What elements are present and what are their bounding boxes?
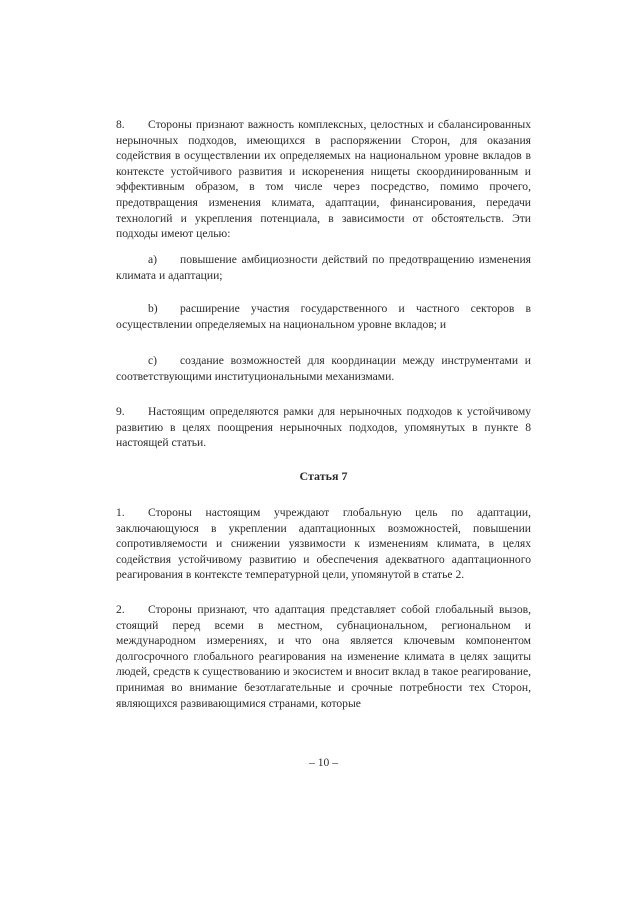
paragraph-number: 1.	[116, 506, 125, 519]
subparagraph-text: создание возможностей для координации между инструментами и соответствующими институциональными механизмами.	[116, 354, 531, 383]
subparagraph-letter: a)	[148, 253, 158, 266]
paragraph-number: 9.	[116, 405, 125, 418]
paragraph-text: Стороны признают важность комплексных, целостных и сбалансированных нерыночных подходов, имеющихся в распоряжении Сторон, для оказания содействия в осуществлении их определяемых на национальном уровне вкладов в контексте устойчивого развития и искоренения нищеты скоординированным и эффективным образом, в том числе через посредство, помимо прочего, предотвращения изменения климата, адаптации, финансирования, передачи технологий и укрепления потенциала, в зависимости от обстоятельств. Эти подходы имеют целью:	[116, 118, 531, 241]
subparagraph-8c	[116, 353, 531, 384]
article-heading: Статья 7	[299, 469, 348, 483]
paragraph-9	[116, 404, 531, 451]
subparagraph-text: повышение амбициозности действий по предотвращению изменения климата и адаптации;	[116, 253, 531, 282]
subparagraph-text: расширение участия государственного и частного секторов в осуществлении определяемых на национальном уровне вкладов; и	[116, 302, 531, 331]
subparagraph-8b	[116, 301, 531, 332]
subparagraph-letter: c)	[148, 354, 158, 367]
subparagraph-letter: b)	[148, 302, 158, 315]
paragraph-number: 2.	[116, 603, 125, 616]
paragraph-text: Настоящим определяются рамки для нерыночных подходов к устойчивому развитию в целях поощрения нерыночных подходов, упомянутых в пункте 8 настоящей статьи.	[116, 405, 531, 450]
paragraph-text: Стороны признают, что адаптация представляет собой глобальный вызов, стоящий перед всеми в местном, субнациональном, региональном и международном измерениях, и что она является ключевым компонентом долгосрочного глобального реагирования на изменение климата в целях защиты людей, средств к существованию и экосистем и вносит вклад в такое реагирование, принимая во внимание безотлагательные и срочные потребности тех Сторон, являющихся развивающимися странами, которые	[116, 603, 531, 710]
paragraph-8	[116, 117, 531, 242]
article7-paragraph-2	[116, 602, 531, 711]
paragraph-number: 8.	[116, 118, 125, 131]
article7-paragraph-1	[116, 505, 531, 583]
paragraph-text: Стороны настоящим учреждают глобальную цель по адаптации, заключающуюся в укреплении адаптационных возможностей, повышении сопротивляемости и снижении уязвимости к изменениям климата, в целях содействия устойчивому развитию и обеспечения адекватного адаптационного реагирования в контексте температурной цели, упомянутой в статье 2.	[116, 506, 531, 582]
page-number: – 10 –	[309, 756, 338, 769]
subparagraph-8a	[116, 252, 531, 283]
